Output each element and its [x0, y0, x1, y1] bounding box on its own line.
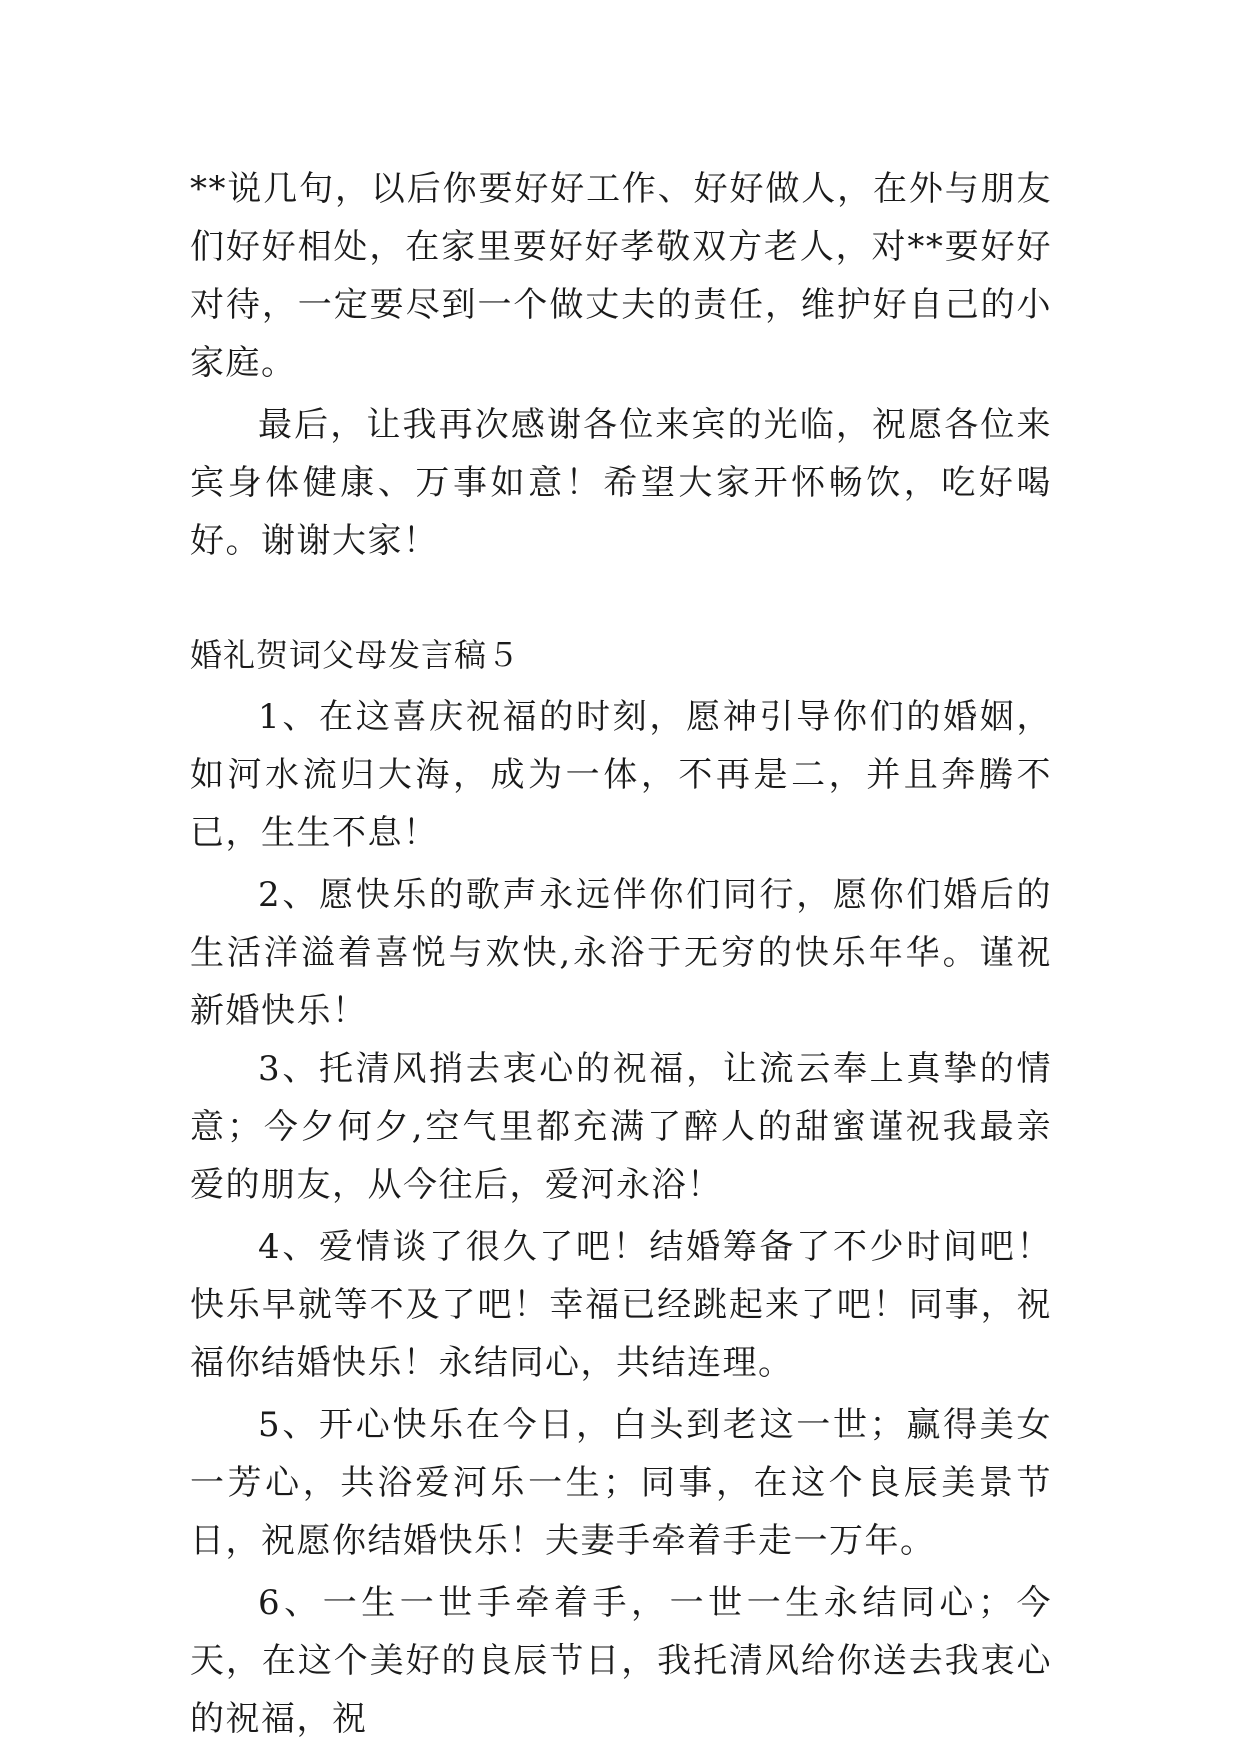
document-page — [190, 160, 1052, 1748]
list-item: 4、爱情谈了很久了吧！结婚筹备了不少时间吧！快乐早就等不及了吧！幸福已经跳起来了吧！同事，祝福你结婚快乐！永结同心，共结连理。 — [190, 1227, 1052, 1383]
list-item: 5、开心快乐在今日，白头到老这一世；赢得美女一芳心，共浴爱河乐一生；同事，在这个良辰美景节日，祝愿你结婚快乐！夫妻手牵着手走一万年。 — [190, 1405, 1052, 1561]
section-title: 婚礼贺词父母发言稿５ — [190, 636, 521, 674]
paragraph-continuation: **说几句，以后你要好好工作、好好做人，在外与朋友们好好相处，在家里要好好孝敬双方老人，对**要好好对待，一定要尽到一个做丈夫的责任，维护好自己的小家庭。 — [190, 169, 1052, 383]
list-item: 2、愿快乐的歌声永远伴你们同行，愿你们婚后的生活洋溢着喜悦与欢快,永浴于无穷的快乐年华。谨祝新婚快乐！ — [190, 875, 1052, 1031]
list-item: 3、托清风捎去衷心的祝福，让流云奉上真挚的情意；今夕何夕,空气里都充满了醉人的甜蜜谨祝我最亲爱的朋友，从今往后，爱河永浴！ — [190, 1049, 1052, 1205]
list-item: 6、一生一世手牵着手，一世一生永结同心；今天，在这个美好的良辰节日，我托清风给你送去我衷心的祝福，祝 — [190, 1583, 1052, 1739]
list-item: 1、在这喜庆祝福的时刻，愿神引导你们的婚姻，如河水流归大海，成为一体，不再是二，并且奔腾不已，生生不息！ — [190, 697, 1052, 853]
paragraph-closing: 最后，让我再次感谢各位来宾的光临，祝愿各位来宾身体健康、万事如意！希望大家开怀畅饮，吃好喝好。谢谢大家！ — [190, 405, 1052, 561]
